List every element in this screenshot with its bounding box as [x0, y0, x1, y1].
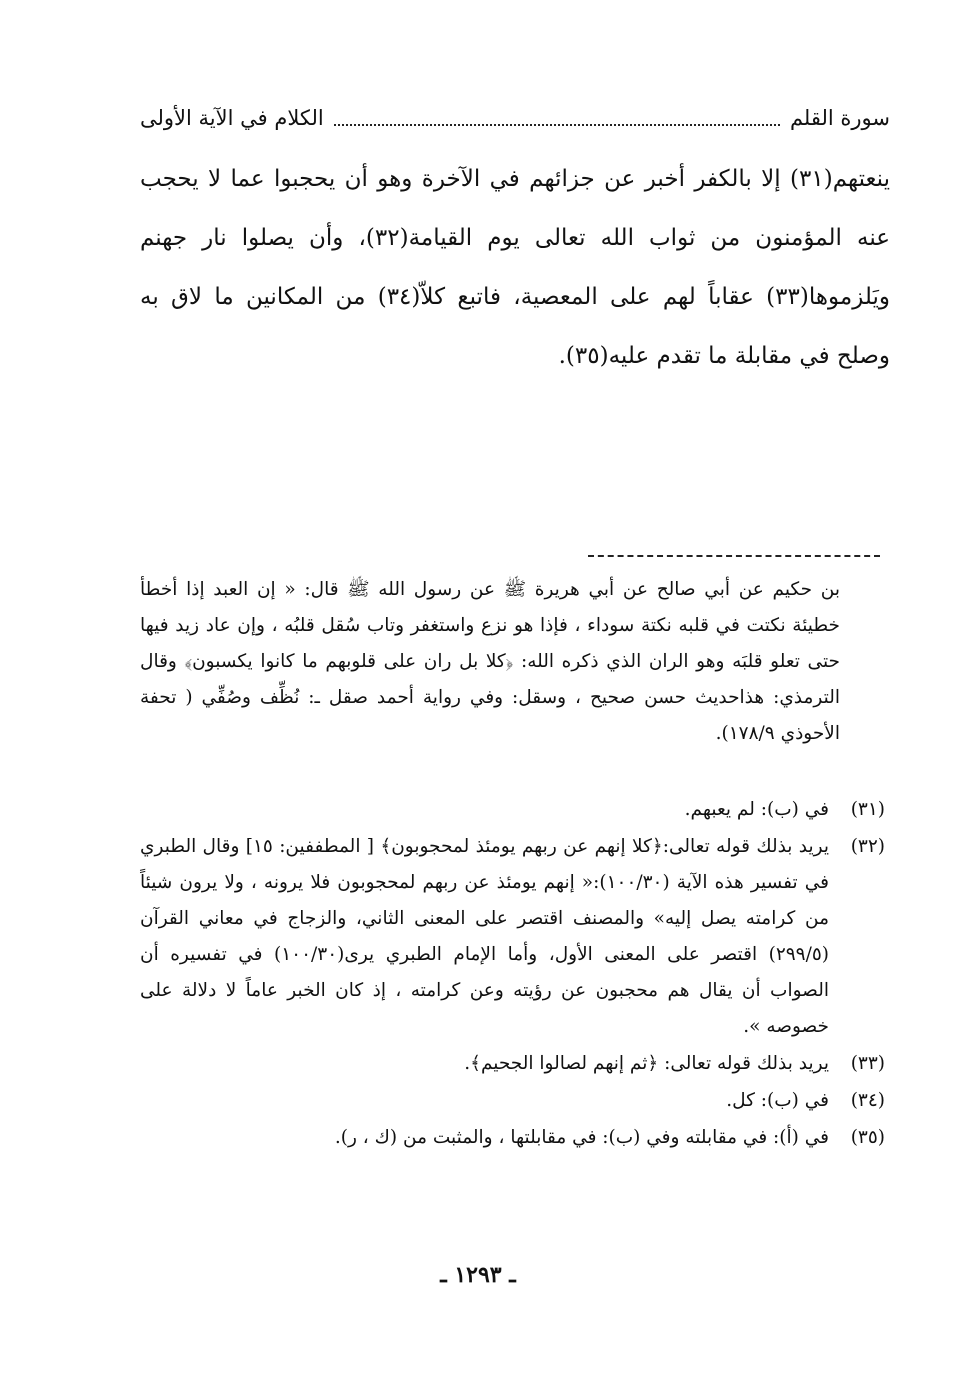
main-text [140, 150, 890, 386]
footnote-separator [588, 555, 880, 557]
footnote-item [140, 1083, 885, 1119]
footnote-item [140, 792, 885, 828]
footnote-text: يريد بذلك قوله تعالى:﴿كلا إنهم عن ربهم يومئذ لمحجوبون﴾ [ المطففين: ١٥] وقال الطبري في تفسير هذه الآية (١٠٠/٣٠):« إنهم يومئذ عن ربهم لمحجوبون فلا يرونه ، ولا يرون شيئاً من كرامته يصل إليه» والمصنف اقتصر على المعنى الثاني، والزجاج في معاني القرآن (٢٩٩/٥) اقتصر على المعنى الأول، وأما الإمام الطبري يرى(١٠٠/٣٠) في تفسيره أن الصواب أن يقال هم محجبون عن رؤيته وعن كرامته ، إذ كان الخبر عاماً لا دلالة على خصوصه ». [140, 836, 830, 1037]
footnote-number: (٣٣) [850, 1053, 885, 1074]
header-topic: الكلام في الآية الأولى [140, 106, 324, 130]
header-dot-leader [334, 110, 780, 126]
running-header [140, 98, 890, 138]
main-paragraph: ينعتهم(٣١) إلا بالكفر أخبر عن جزائهم في الآخرة وهو أن يحجبوا عما لا يحجب عنه المؤمنون من ثواب الله تعالى يوم القيامة(٣٢)، وأن يصلوا نار جهنم ويَلزموها(٣٣) عقاباً لهم على المعصية، فاتبع كلاّ(٣٤) من المكانين ما لاق به وصلح في مقابلة ما تقدم عليه(٣٥). [140, 166, 891, 369]
footnote-item [140, 1046, 885, 1082]
footnote-text: في (ب): لم يعبهم. [684, 799, 829, 820]
footnote-continuation-text: بن حكيم عن أبي صالح عن أبي هريرة ﷺ عن رسول الله ﷺ قال: « إن العبد إذا أخطأ خطيئة نكتت في قلبه نكتة سوداء ، فإذا هو نزع واستغفر وتاب سُقل قلبُه ، وإن عاد زيد فيها حتى تعلو قلبَه وهو الران الذي ذكره الله: ﴿كلا بل ران على قلوبهم ما كانوا يكسبون﴾ وقال الترمذي: هذاحديث حسن صحيح ، وسقل: وفي رواية أحمد صقل ـ: نُظِّف وصُفِّي ( تحفة الأحوذي ١٧٨/٩). [140, 579, 840, 744]
footnote-continuation [140, 572, 840, 752]
footnotes-list [140, 792, 885, 1157]
footnote-number: (٣٢) [850, 836, 885, 857]
footnote-text: في (ب): كل. [726, 1090, 829, 1111]
header-surah: سورة القلم [789, 106, 890, 130]
footnote-text: في (أ): في مقابلته وفي (ب): في مقابلتها ، والمثبت من (ك ، ر). [334, 1127, 829, 1148]
footnote-item [140, 829, 885, 1045]
footnote-number: (٣١) [850, 799, 885, 820]
footnote-item [140, 1120, 885, 1156]
footnote-text: يريد بذلك قوله تعالى: ﴿ثم إنهم لصالوا الجحيم﴾. [464, 1053, 829, 1074]
footnote-number: (٣٤) [850, 1090, 885, 1111]
footnote-number: (٣٥) [850, 1127, 885, 1148]
page-number: ـ ١٢٩٣ ـ [440, 1262, 516, 1288]
